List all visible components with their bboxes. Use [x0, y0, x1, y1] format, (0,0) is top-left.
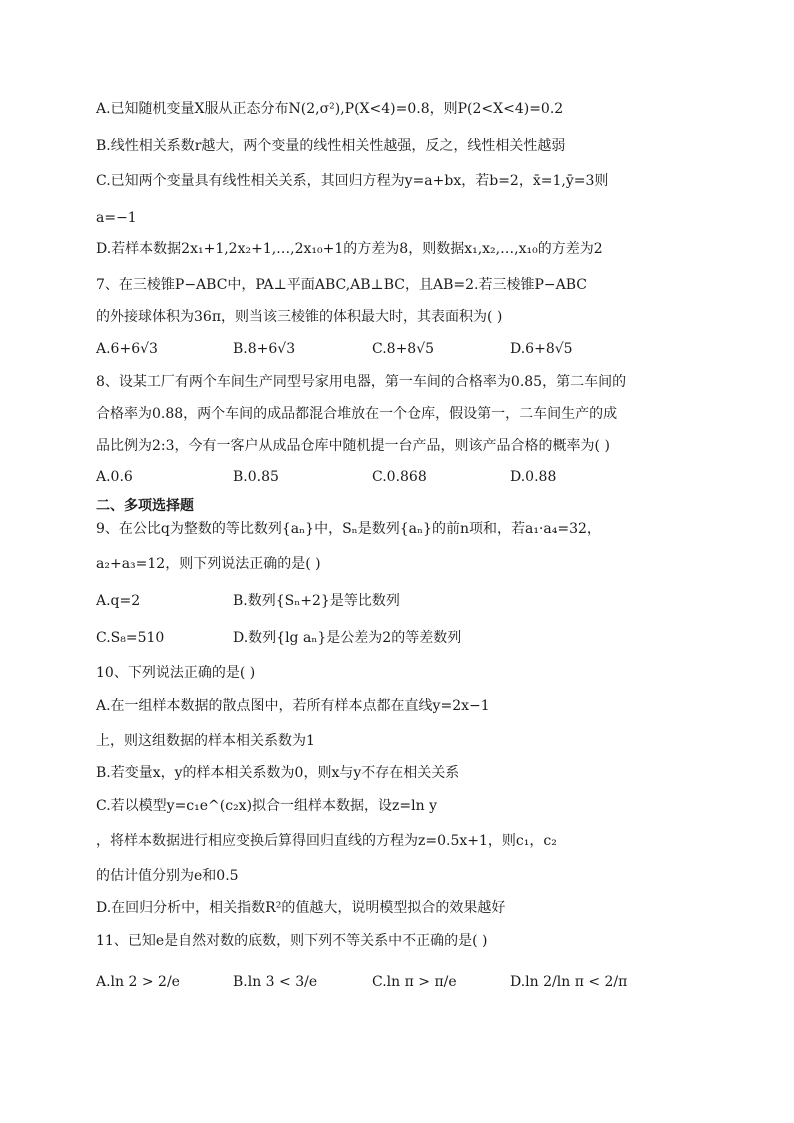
q9-option-b: B.数列{Sₙ+2}是等比数列: [233, 593, 400, 609]
q6-option-c-line1: C.已知两个变量具有线性相关关系，其回归方程为y=a+bx，若b=2，x̄=1,ȳ=3则: [96, 173, 609, 189]
q9-option-d: D.数列{lg aₙ}是公差为2的等差数列: [233, 630, 462, 646]
q7-option-b: B.8+6√3: [233, 341, 296, 357]
q11-stem: 11、已知e是自然对数的底数，则下列不等关系中不正确的是( ): [96, 933, 488, 949]
q9-option-c: C.S₈=510: [96, 630, 165, 646]
q6-option-a: A.已知随机变量X服从正态分布N(2,σ²),P(X<4)=0.8，则P(2<X<4)=0.2: [96, 101, 564, 117]
q9-stem-line2: a₂+a₃=12，则下列说法正确的是( ): [96, 556, 321, 572]
q8-option-a: A.0.6: [96, 469, 133, 485]
q10-option-d: D.在回归分析中，相关指数R²的值越大，说明模型拟合的效果越好: [96, 900, 506, 916]
q8-options: [96, 465, 696, 489]
q10-option-a-line1: A.在一组样本数据的散点图中，若所有样本点都在直线y=2x−1: [96, 698, 490, 714]
q10-option-a-line2: 上，则这组数据的样本相关系数为1: [96, 733, 315, 749]
q11-options: [96, 970, 696, 994]
q7-option-c: C.8+8√5: [372, 341, 435, 357]
q10-option-c-line2: ，将样本数据进行相应变换后算得回归直线的方程为z=0.5x+1，则c₁，c₂: [96, 833, 557, 849]
section-heading: 二、多项选择题: [96, 498, 194, 514]
q8-option-b: B.0.85: [233, 469, 279, 485]
q9-option-a: A.q=2: [96, 593, 141, 609]
q8-option-c: C.0.868: [372, 469, 427, 485]
q6-option-b: B.线性相关系数r越大，两个变量的线性相关性越强，反之，线性相关性越弱: [96, 138, 566, 154]
q7-stem-line2: 的外接球体积为36π，则当该三棱锥的体积最大时，其表面积为( ): [96, 309, 503, 325]
q8-option-d: D.0.88: [510, 469, 557, 485]
q9-stem-line1: 9、在公比q为整数的等比数列{aₙ}中，Sₙ是数列{aₙ}的前n项和，若a₁·a₄=32，: [96, 521, 601, 537]
q6-option-d: D.若样本数据2x₁+1,2x₂+1,…,2x₁₀+1的方差为8，则数据x₁,x₂,…,x₁₀的方差为2: [96, 241, 603, 257]
q8-stem-line2: 合格率为0.88，两个车间的成品都混合堆放在一个仓库，假设第一，二车间生产的成: [96, 406, 618, 422]
q10-option-c-line1: C.若以模型y=c₁e^(c₂x)拟合一组样本数据，设z=ln y: [96, 798, 438, 814]
q10-option-b: B.若变量x，y的样本相关系数为0，则x与y不存在相关关系: [96, 765, 460, 781]
q11-option-c: C.ln π > π/e: [372, 974, 457, 990]
q7-options: [96, 337, 696, 361]
q10-option-c-line3: 的估计值分别为e和0.5: [96, 868, 239, 884]
q9-options-row1: [96, 589, 696, 613]
q7-option-d: D.6+8√5: [510, 341, 573, 357]
q8-stem-line1: 8、设某工厂有两个车间生产同型号家用电器，第一车间的合格率为0.85，第二车间的: [96, 374, 627, 390]
q8-stem-line3: 品比例为2:3，今有一客户从成品仓库中随机提一台产品，则该产品合格的概率为( ): [96, 438, 610, 454]
q10-stem: 10、下列说法正确的是( ): [96, 665, 256, 681]
q7-option-a: A.6+6√3: [96, 341, 158, 357]
q11-option-b: B.ln 3 < 3/e: [233, 974, 318, 990]
q6-option-c-line2: a=−1: [96, 210, 137, 226]
q7-stem-line1: 7、在三棱锥P−ABC中，PA⊥平面ABC,AB⊥BC，且AB=2.若三棱锥P−ABC: [96, 277, 587, 293]
q9-options-row2: [96, 626, 696, 650]
q11-option-a: A.ln 2 > 2/e: [96, 974, 180, 990]
q11-option-d: D.ln 2/ln π < 2/π: [510, 974, 628, 990]
